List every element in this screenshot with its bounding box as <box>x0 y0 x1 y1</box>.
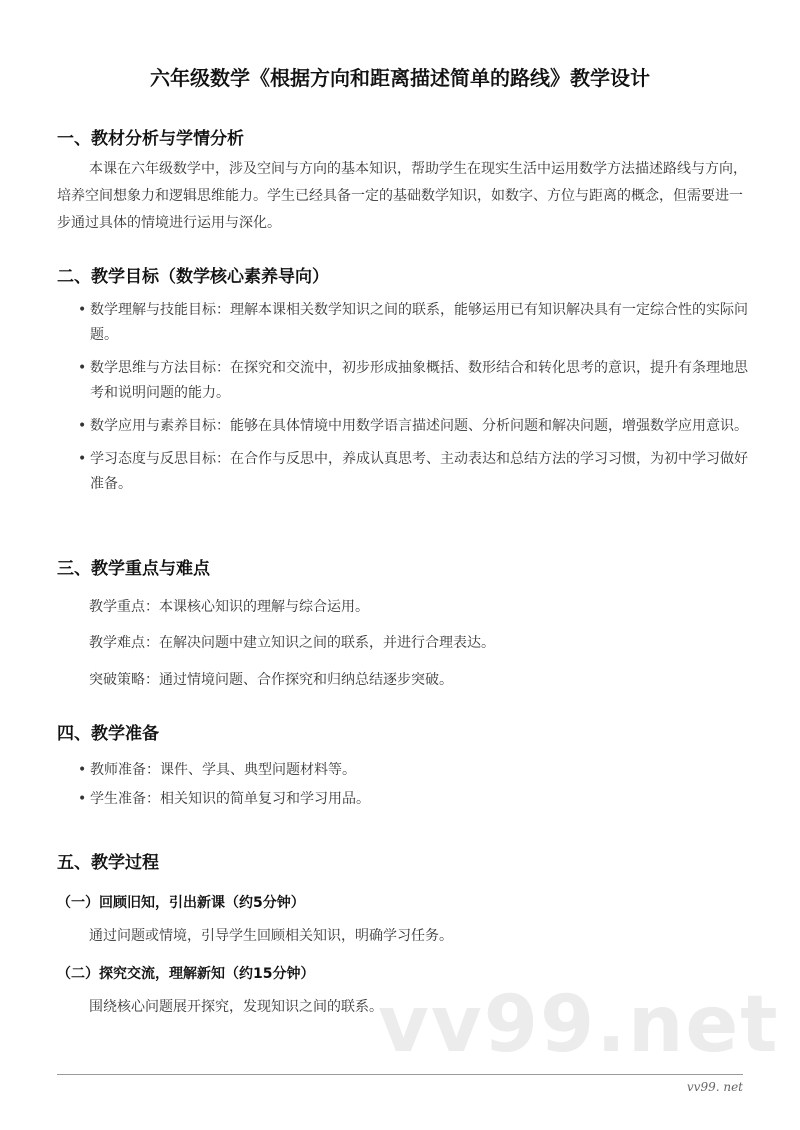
section-heading-keypoints: 三、教学重点与难点 <box>57 559 210 579</box>
section-heading-preparation: 四、教学准备 <box>57 724 159 744</box>
list-item: • 数学应用与素养目标：能够在具体情境中用数学语言描述问题、分析问题和解决问题，增强数学应用意识。 <box>78 414 748 439</box>
teaching-focus: 教学重点：本课核心知识的理解与综合运用。 <box>89 599 369 615</box>
explore-paragraph: 围绕核心问题展开探究，发现知识之间的联系。 <box>89 999 383 1015</box>
teaching-difficulty: 教学难点：在解决问题中建立知识之间的联系，并进行合理表达。 <box>89 635 495 651</box>
preparation-list <box>78 758 748 812</box>
page-title: 六年级数学《根据方向和距离描述简单的路线》教学设计 <box>150 66 650 90</box>
review-paragraph: 通过问题或情境，引导学生回顾相关知识，明确学习任务。 <box>89 928 453 944</box>
section-heading-process: 五、教学过程 <box>57 853 159 873</box>
analysis-paragraph: 本课在六年级数学中，涉及空间与方向的基本知识，帮助学生在现实生活中运用数学方法描述路线与方向，培养空间想象力和逻辑思维能力。学生已经具备一定的基础数学知识，如数字、方位与距离的概念，但需要进一步通过具体的情境进行运用与深化。 <box>57 161 747 231</box>
bullet-icon: • <box>78 791 87 807</box>
bullet-icon: • <box>78 418 87 434</box>
list-item: • 数学理解与技能目标：理解本课相关数学知识之间的联系，能够运用已有知识解决具有一定综合性的实际问题。 <box>78 298 748 348</box>
section-heading-goals: 二、教学目标（数学核心素养导向） <box>57 267 329 287</box>
list-item: • 数学思维与方法目标：在探究和交流中，初步形成抽象概括、数形结合和转化思考的意识，提升有条理地思考和说明问题的能力。 <box>78 356 748 406</box>
bullet-icon: • <box>78 451 87 467</box>
bullet-icon: • <box>78 360 87 376</box>
subheading-review: （一）回顾旧知，引出新课（约5分钟） <box>57 895 305 911</box>
list-item: • 学生准备：相关知识的简单复习和学习用品。 <box>78 787 748 812</box>
list-item: • 教师准备：课件、学具、典型问题材料等。 <box>78 758 748 783</box>
breakthrough-strategy: 突破策略：通过情境问题、合作探究和归纳总结逐步突破。 <box>89 672 453 688</box>
subheading-explore: （二）探究交流，理解新知（约15分钟） <box>57 966 315 982</box>
watermark: vv99.net <box>378 980 780 1070</box>
section-heading-analysis: 一、教材分析与学情分析 <box>57 129 244 149</box>
footer-site-label: vv99. net <box>686 1080 743 1094</box>
list-item: • 学习态度与反思目标：在合作与反思中，养成认真思考、主动表达和总结方法的学习习惯，为初中学习做好准备。 <box>78 447 748 497</box>
bullet-icon: • <box>78 762 87 778</box>
goals-list <box>78 298 748 497</box>
footer-divider <box>57 1074 743 1075</box>
bullet-icon: • <box>78 302 87 318</box>
